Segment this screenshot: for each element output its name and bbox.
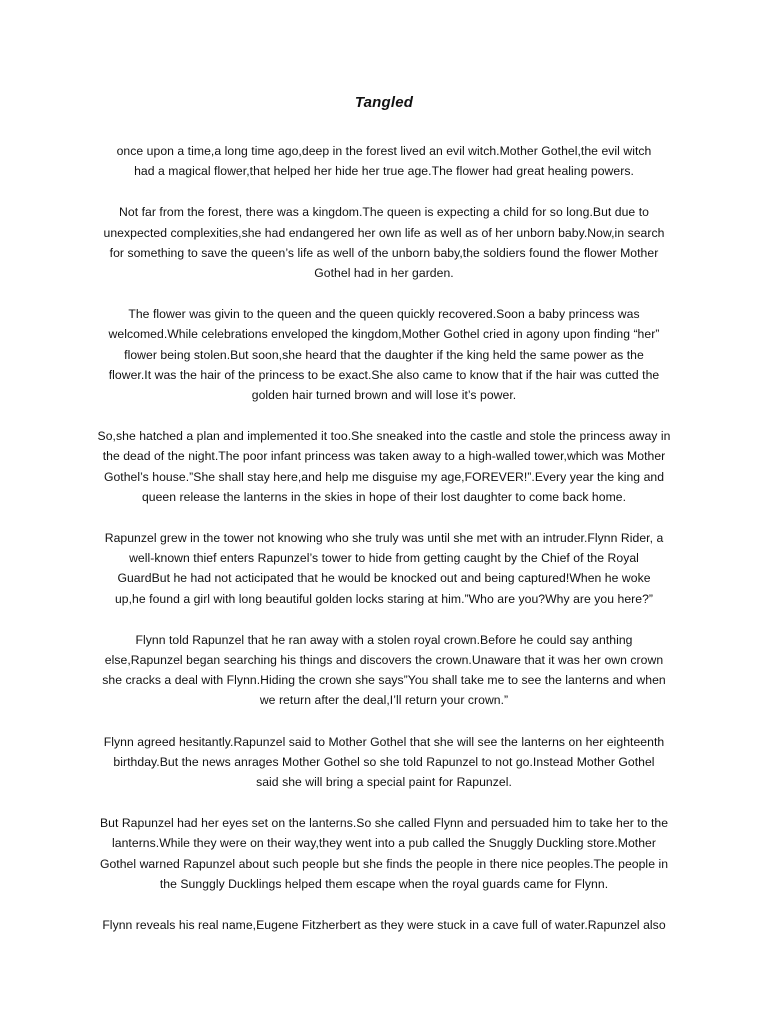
text-line: the Sunggly Ducklings helped them escape when the royal guards came for Flynn. xyxy=(159,876,609,891)
text-line: we return after the deal,I’ll return your crown.” xyxy=(259,693,509,708)
text-line: up,he found a girl with long beautiful golden locks staring at him.”Who are you?Why are you here?” xyxy=(114,591,654,606)
text-line: else,Rapunzel began searching his things and discovers the crown.Unaware that it was her own crown xyxy=(104,653,664,668)
text-line: the dead of the night.The poor infant princess was taken away to a high-walled tower,which was Mother xyxy=(102,449,666,464)
text-line: GuardBut he had not acticipated that he would be knocked out and being captured!When he woke xyxy=(117,571,651,586)
document-title: Tangled xyxy=(354,94,414,111)
text-line: flower being stolen.But soon,she heard that the daughter if the king held the same power as the xyxy=(124,347,644,362)
text-line: The flower was givin to the queen and the queen quickly recovered.Soon a baby princess was xyxy=(128,307,640,322)
text-line: Flynn told Rapunzel that he ran away with a stolen royal crown.Before he could say anthing xyxy=(135,632,633,647)
paragraph xyxy=(84,304,684,405)
text-line: Rapunzel grew in the tower not knowing who she truly was until she met with an intruder.Flynn Rider, a xyxy=(104,531,664,546)
text-line: for something to save the queen’s life as well of the unborn baby,the soldiers found the flower Mother xyxy=(109,245,659,260)
paragraph xyxy=(84,630,684,711)
text-line: welcomed.While celebrations enveloped the kingdom,Mother Gothel cried in agony upon finding “her” xyxy=(108,327,660,342)
text-line: golden hair turned brown and will lose it’s power. xyxy=(251,388,517,403)
paragraph xyxy=(84,732,684,793)
text-line: lanterns.While they were on their way,they went into a pub called the Snuggly Duckling store.Mother xyxy=(112,836,656,851)
text-line: once upon a time,a long time ago,deep in the forest lived an evil witch.Mother Gothel,the evil witch xyxy=(116,144,652,158)
text-line: Gothel had in her garden. xyxy=(314,266,454,281)
paragraph xyxy=(84,915,684,935)
text-line: flower.It was the hair of the princess to be exact.She also came to know that if the hair was cutted the xyxy=(108,367,660,382)
text-line: Flynn reveals his real name,Eugene Fitzherbert as they were stuck in a cave full of water.Rapunzel also xyxy=(102,918,666,933)
text-line: So,she hatched a plan and implemented it too.She sneaked into the castle and stole the princess away in xyxy=(97,429,671,444)
text-line: said she will bring a special paint for Rapunzel. xyxy=(256,775,512,790)
text-line: Gothel’s house.”She shall stay here,and help me disguise my age,FOREVER!”.Every year the king and xyxy=(103,469,665,484)
text-line: had a magical flower,that helped her hide her true age.The flower had great healing powers. xyxy=(134,164,634,179)
text-line: unexpected complexities,she had endangered her own life as well as of her unborn baby.Now,in search xyxy=(103,225,665,240)
text-line: Not far from the forest, there was a kingdom.The queen is expecting a child for so long.But due to xyxy=(119,205,649,220)
paragraph xyxy=(84,141,684,181)
text-line: she cracks a deal with Flynn.Hiding the crown she says”You shall take me to see the lanterns and when xyxy=(102,673,666,688)
text-line: Flynn agreed hesitantly.Rapunzel said to Mother Gothel that she will see the lanterns on her eighteenth xyxy=(103,734,665,749)
text-line: well-known thief enters Rapunzel’s tower to hide from getting caught by the Chief of the Royal xyxy=(129,551,639,566)
paragraph xyxy=(84,426,684,507)
text-line: But Rapunzel had her eyes set on the lanterns.So she called Flynn and persuaded him to take her to the xyxy=(99,816,669,831)
text-line: queen release the lanterns in the skies in hope of their lost daughter to come back home. xyxy=(141,489,627,504)
document-body xyxy=(84,141,684,956)
paragraph xyxy=(84,528,684,609)
text-line: Gothel warned Rapunzel about such people but she finds the people in there nice peoples.The people in xyxy=(99,856,669,871)
text-line: birthday.But the news anrages Mother Gothel so she told Rapunzel to not go.Instead Mother Gothel xyxy=(113,754,655,769)
paragraph xyxy=(84,813,684,894)
paragraph xyxy=(84,202,684,283)
